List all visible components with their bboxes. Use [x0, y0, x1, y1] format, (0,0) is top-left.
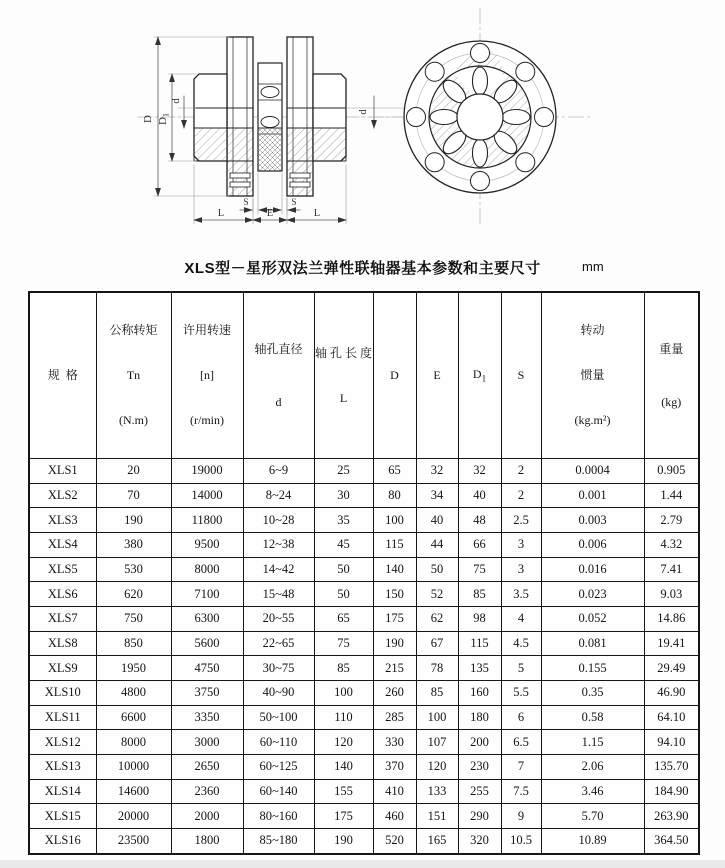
dim-label-S-left: S	[243, 198, 249, 208]
cell-inertia: 0.001	[541, 483, 644, 508]
cell-D: 175	[373, 606, 416, 631]
cell-spec: XLS16	[29, 828, 96, 854]
cell-bore-len: 175	[314, 804, 373, 829]
cell-bore-dia: 60~125	[243, 754, 314, 779]
cell-inertia: 0.155	[541, 656, 644, 681]
table-row	[29, 606, 699, 631]
cell-D1: 115	[458, 631, 501, 656]
cell-torque: 14600	[96, 779, 171, 804]
cell-E: 120	[416, 754, 458, 779]
cell-weight: 46.90	[644, 680, 699, 705]
col-header-speed: 许用转速 [n] (r/min)	[171, 292, 243, 459]
cell-D1: 160	[458, 680, 501, 705]
col-header-D1: $D_1$	[458, 292, 501, 459]
cell-speed: 1800	[171, 828, 243, 854]
cell-speed: 3750	[171, 680, 243, 705]
cell-weight: 14.86	[644, 606, 699, 631]
center-bore-circle	[457, 94, 503, 140]
cell-speed: 3000	[171, 730, 243, 755]
cell-bore-dia: 10~28	[243, 508, 314, 533]
cell-torque: 20	[96, 459, 171, 484]
cell-bore-dia: 8~24	[243, 483, 314, 508]
cell-spec: XLS7	[29, 606, 96, 631]
cell-S: 7.5	[501, 779, 541, 804]
parameters-table	[28, 291, 700, 855]
col-header-bore-len: 轴 孔 长 度 L	[314, 292, 373, 459]
cell-D1: 75	[458, 557, 501, 582]
cell-bore-dia: 30~75	[243, 656, 314, 681]
cell-weight: 9.03	[644, 582, 699, 607]
cell-weight: 19.41	[644, 631, 699, 656]
elastic-pad	[261, 117, 279, 128]
cell-D1: 40	[458, 483, 501, 508]
cell-D1: 255	[458, 779, 501, 804]
cell-bore-dia: 20~55	[243, 606, 314, 631]
table-row	[29, 828, 699, 854]
cell-D1: 320	[458, 828, 501, 854]
cell-weight: 1.44	[644, 483, 699, 508]
cell-spec: XLS12	[29, 730, 96, 755]
cell-speed: 7100	[171, 582, 243, 607]
cell-inertia: 0.58	[541, 705, 644, 730]
cell-D: 285	[373, 705, 416, 730]
cell-bore-len: 25	[314, 459, 373, 484]
cell-D: 100	[373, 508, 416, 533]
cell-torque: 1950	[96, 656, 171, 681]
table-row	[29, 508, 699, 533]
cell-S: 6	[501, 705, 541, 730]
cell-spec: XLS9	[29, 656, 96, 681]
dim-label-E: E	[266, 208, 274, 219]
cell-torque: 380	[96, 532, 171, 557]
cell-spec: XLS15	[29, 804, 96, 829]
dim-d-right	[346, 96, 404, 128]
section-view	[138, 37, 425, 224]
cell-bore-len: 190	[314, 828, 373, 854]
bolt-hole	[516, 153, 535, 172]
cell-E: 34	[416, 483, 458, 508]
table-row	[29, 459, 699, 484]
cell-speed: 11800	[171, 508, 243, 533]
front-view	[368, 8, 593, 226]
table-row	[29, 705, 699, 730]
cell-S: 2	[501, 483, 541, 508]
cell-bore-dia: 60~140	[243, 779, 314, 804]
section-hatch	[194, 128, 253, 161]
cell-torque: 6600	[96, 705, 171, 730]
bolt-hole	[471, 172, 490, 191]
cell-bore-dia: 14~42	[243, 557, 314, 582]
dim-label-d-right: d	[358, 109, 369, 115]
dim-D1	[168, 74, 196, 161]
table-row	[29, 779, 699, 804]
cell-speed: 4750	[171, 656, 243, 681]
dim-label-L-left: L	[217, 208, 225, 219]
bolt	[290, 182, 310, 187]
bolt	[230, 173, 250, 178]
cell-S: 4.5	[501, 631, 541, 656]
cell-E: 151	[416, 804, 458, 829]
cell-E: 100	[416, 705, 458, 730]
cell-speed: 8000	[171, 557, 243, 582]
cell-bore-len: 35	[314, 508, 373, 533]
table-row	[29, 582, 699, 607]
cell-spec: XLS3	[29, 508, 96, 533]
page-title: XLS型－星形双法兰弹性联轴器基本参数和主要尺寸	[184, 260, 541, 277]
cell-E: 133	[416, 779, 458, 804]
cell-E: 50	[416, 557, 458, 582]
cell-weight: 263.90	[644, 804, 699, 829]
cell-bore-len: 30	[314, 483, 373, 508]
bolt-hole	[425, 62, 444, 81]
cell-E: 78	[416, 656, 458, 681]
cell-torque: 620	[96, 582, 171, 607]
cell-inertia: 5.70	[541, 804, 644, 829]
cell-torque: 4800	[96, 680, 171, 705]
dim-label-S-right: S	[291, 198, 297, 208]
cell-E: 67	[416, 631, 458, 656]
cell-spec: XLS1	[29, 459, 96, 484]
cell-D: 190	[373, 631, 416, 656]
footer-strip	[0, 860, 725, 868]
cell-speed: 19000	[171, 459, 243, 484]
cell-S: 3	[501, 532, 541, 557]
cell-speed: 14000	[171, 483, 243, 508]
cell-weight: 184.90	[644, 779, 699, 804]
section-hatch	[287, 128, 346, 161]
star-petal	[502, 110, 530, 125]
bolt-hole	[471, 44, 490, 63]
bolt	[290, 173, 310, 178]
table-row	[29, 754, 699, 779]
cell-S: 5.5	[501, 680, 541, 705]
dim-label-L-right: L	[313, 208, 321, 219]
cell-bore-dia: 40~90	[243, 680, 314, 705]
cell-torque: 10000	[96, 754, 171, 779]
cell-E: 85	[416, 680, 458, 705]
cell-torque: 190	[96, 508, 171, 533]
cell-D: 410	[373, 779, 416, 804]
cell-spec: XLS6	[29, 582, 96, 607]
table-body	[29, 459, 699, 855]
cell-spec: XLS11	[29, 705, 96, 730]
cell-S: 9	[501, 804, 541, 829]
cell-E: 107	[416, 730, 458, 755]
cell-inertia: 2.06	[541, 754, 644, 779]
cell-bore-dia: 80~160	[243, 804, 314, 829]
cell-inertia: 0.006	[541, 532, 644, 557]
cell-D: 140	[373, 557, 416, 582]
col-header-weight: 重量 (kg)	[644, 292, 699, 459]
col-header-torque: 公称转矩 Tn (N.m)	[96, 292, 171, 459]
cell-D: 65	[373, 459, 416, 484]
cell-speed: 3350	[171, 705, 243, 730]
dim-label-D: D	[142, 115, 154, 123]
cell-E: 32	[416, 459, 458, 484]
cell-D1: 66	[458, 532, 501, 557]
cell-torque: 23500	[96, 828, 171, 854]
cell-speed: 2650	[171, 754, 243, 779]
cell-torque: 20000	[96, 804, 171, 829]
cell-S: 7	[501, 754, 541, 779]
cell-D: 370	[373, 754, 416, 779]
col-header-spec: 规 格	[29, 292, 96, 459]
cell-inertia: 0.35	[541, 680, 644, 705]
cell-torque: 530	[96, 557, 171, 582]
cell-bore-dia: 85~180	[243, 828, 314, 854]
cell-speed: 9500	[171, 532, 243, 557]
cell-bore-dia: 50~100	[243, 705, 314, 730]
section-hatch	[287, 161, 313, 196]
cell-S: 6.5	[501, 730, 541, 755]
cell-D: 330	[373, 730, 416, 755]
cell-bore-len: 65	[314, 606, 373, 631]
cell-E: 165	[416, 828, 458, 854]
col-header-bore-dia: 轴孔直径 d	[243, 292, 314, 459]
header-row	[29, 292, 699, 459]
cell-S: 10.5	[501, 828, 541, 854]
dim-label-d-left: d	[171, 98, 182, 104]
cell-S: 5	[501, 656, 541, 681]
cell-bore-len: 100	[314, 680, 373, 705]
cell-inertia: 0.003	[541, 508, 644, 533]
cell-weight: 94.10	[644, 730, 699, 755]
cell-D: 260	[373, 680, 416, 705]
dim-label-D1: $D_1$	[157, 113, 171, 125]
cell-D1: 230	[458, 754, 501, 779]
cell-inertia: 1.15	[541, 730, 644, 755]
table-row	[29, 557, 699, 582]
cell-D1: 98	[458, 606, 501, 631]
bolt	[230, 182, 250, 187]
cell-inertia: 3.46	[541, 779, 644, 804]
cell-D: 115	[373, 532, 416, 557]
cell-D: 80	[373, 483, 416, 508]
table-row	[29, 680, 699, 705]
cell-bore-len: 110	[314, 705, 373, 730]
cell-inertia: 0.081	[541, 631, 644, 656]
cell-bore-dia: 6~9	[243, 459, 314, 484]
cell-speed: 2360	[171, 779, 243, 804]
cell-torque: 750	[96, 606, 171, 631]
table-row	[29, 483, 699, 508]
table-row	[29, 532, 699, 557]
col-header-inertia: 转动 惯量 (kg.m²)	[541, 292, 644, 459]
cell-weight: 29.49	[644, 656, 699, 681]
cell-speed: 2000	[171, 804, 243, 829]
cell-spec: XLS5	[29, 557, 96, 582]
bolt-hole	[516, 62, 535, 81]
cell-E: 44	[416, 532, 458, 557]
cell-D1: 85	[458, 582, 501, 607]
cell-speed: 5600	[171, 631, 243, 656]
cell-D1: 200	[458, 730, 501, 755]
table-row	[29, 656, 699, 681]
cell-S: 3	[501, 557, 541, 582]
section-hatch	[227, 161, 253, 196]
technical-drawing	[0, 0, 725, 248]
cell-bore-dia: 12~38	[243, 532, 314, 557]
cell-spec: XLS10	[29, 680, 96, 705]
cell-S: 2.5	[501, 508, 541, 533]
cell-inertia: 0.052	[541, 606, 644, 631]
cell-torque: 8000	[96, 730, 171, 755]
star-petal	[430, 110, 458, 125]
cell-spec: XLS14	[29, 779, 96, 804]
cell-bore-dia: 15~48	[243, 582, 314, 607]
cell-spec: XLS13	[29, 754, 96, 779]
cell-bore-len: 45	[314, 532, 373, 557]
table-row	[29, 804, 699, 829]
cell-weight: 4.32	[644, 532, 699, 557]
cell-speed: 6300	[171, 606, 243, 631]
cell-D1: 135	[458, 656, 501, 681]
star-petal	[473, 67, 488, 95]
col-header-S: S	[501, 292, 541, 459]
col-header-E: E	[416, 292, 458, 459]
table-row	[29, 631, 699, 656]
cell-D: 150	[373, 582, 416, 607]
cell-D1: 32	[458, 459, 501, 484]
cell-weight: 64.10	[644, 705, 699, 730]
cell-spec: XLS8	[29, 631, 96, 656]
cell-D: 460	[373, 804, 416, 829]
cell-torque: 70	[96, 483, 171, 508]
cell-bore-len: 75	[314, 631, 373, 656]
cell-E: 62	[416, 606, 458, 631]
cell-spec: XLS2	[29, 483, 96, 508]
bolt-hole	[425, 153, 444, 172]
cell-weight: 2.79	[644, 508, 699, 533]
unit-label: mm	[582, 259, 604, 274]
cell-weight: 7.41	[644, 557, 699, 582]
cell-bore-dia: 60~110	[243, 730, 314, 755]
cell-S: 3.5	[501, 582, 541, 607]
col-header-D: D	[373, 292, 416, 459]
spider-crosshatch	[258, 128, 282, 171]
star-petal	[473, 139, 488, 167]
cell-bore-len: 50	[314, 557, 373, 582]
cell-bore-len: 140	[314, 754, 373, 779]
elastic-pad	[261, 87, 279, 98]
cell-D1: 48	[458, 508, 501, 533]
cell-bore-len: 155	[314, 779, 373, 804]
cell-inertia: 10.89	[541, 828, 644, 854]
cell-weight: 364.50	[644, 828, 699, 854]
cell-spec: XLS4	[29, 532, 96, 557]
cell-bore-len: 85	[314, 656, 373, 681]
cell-weight: 0.905	[644, 459, 699, 484]
bolt-hole	[407, 108, 426, 127]
cell-E: 40	[416, 508, 458, 533]
cell-D: 215	[373, 656, 416, 681]
cell-D1: 180	[458, 705, 501, 730]
cell-bore-dia: 22~65	[243, 631, 314, 656]
cell-bore-len: 120	[314, 730, 373, 755]
cell-weight: 135.70	[644, 754, 699, 779]
bolt-hole	[535, 108, 554, 127]
title-row	[0, 257, 725, 278]
cell-S: 2	[501, 459, 541, 484]
cell-bore-len: 50	[314, 582, 373, 607]
cell-D1: 290	[458, 804, 501, 829]
cell-E: 52	[416, 582, 458, 607]
cell-inertia: 0.023	[541, 582, 644, 607]
cell-D: 520	[373, 828, 416, 854]
cell-torque: 850	[96, 631, 171, 656]
cell-inertia: 0.016	[541, 557, 644, 582]
table-row	[29, 730, 699, 755]
cell-inertia: 0.0004	[541, 459, 644, 484]
cell-S: 4	[501, 606, 541, 631]
